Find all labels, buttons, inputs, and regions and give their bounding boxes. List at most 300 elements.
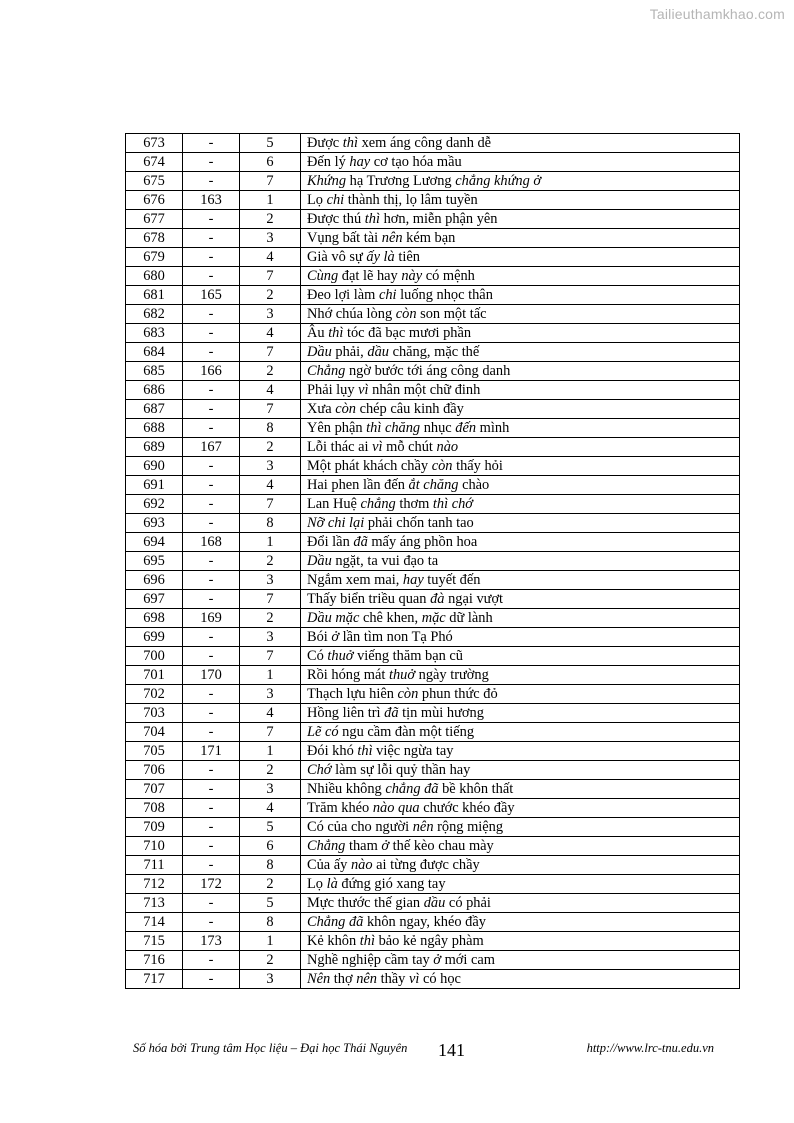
- line-number: 4: [240, 381, 301, 400]
- emphasized-word: chẳng đã: [385, 781, 439, 797]
- poem-number: 168: [183, 533, 240, 552]
- emphasized-word: chẳng: [360, 496, 396, 512]
- text-segment: có học: [419, 971, 461, 987]
- text-segment: Của ấy: [307, 857, 351, 873]
- text-segment: mới cam: [440, 952, 495, 968]
- poem-number: 169: [183, 609, 240, 628]
- line-number: 7: [240, 647, 301, 666]
- poem-number: 166: [183, 362, 240, 381]
- text-segment: Lỗi thác ai: [307, 439, 373, 455]
- table-row: [126, 248, 740, 267]
- text-segment: Nghề nghiệp cầm tay: [307, 952, 434, 968]
- table-row: [126, 951, 740, 970]
- text-segment: thầy: [376, 971, 409, 987]
- verse-number: 674: [126, 153, 183, 172]
- table-row: [126, 362, 740, 381]
- text-segment: Phải lụy: [307, 382, 359, 398]
- verse-number: 687: [126, 400, 183, 419]
- verse-number: 709: [126, 818, 183, 837]
- line-number: 1: [240, 932, 301, 951]
- poem-number: -: [183, 229, 240, 248]
- text-segment: ngu cầm đàn một tiếng: [338, 724, 475, 740]
- emphasized-word: này: [401, 268, 423, 284]
- text-segment: phải,: [331, 344, 368, 360]
- verse-number: 704: [126, 723, 183, 742]
- emphasized-word: còn: [335, 401, 356, 417]
- text-segment: Vụng bất tài: [307, 230, 382, 246]
- verse-number: 710: [126, 837, 183, 856]
- emphasized-word: Dầu mặc: [307, 610, 360, 626]
- verse-text: [301, 932, 740, 951]
- verse-text: [301, 628, 740, 647]
- verse-text: [301, 685, 740, 704]
- text-segment: Hai phen lần đến: [307, 477, 409, 493]
- text-segment: chước khéo đầy: [419, 800, 515, 816]
- line-number: 3: [240, 305, 301, 324]
- table-row: [126, 305, 740, 324]
- verse-number: 690: [126, 457, 183, 476]
- text-segment: hơn, miễn phận yên: [379, 211, 498, 227]
- text-segment: làm sự lỗi quỷ thần hay: [331, 762, 471, 778]
- table-row: [126, 875, 740, 894]
- text-segment: khôn ngay, khéo đầy: [363, 914, 486, 930]
- table-row: [126, 400, 740, 419]
- verse-text: [301, 438, 740, 457]
- verse-text: [301, 856, 740, 875]
- verse-number: 702: [126, 685, 183, 704]
- verse-text: [301, 495, 740, 514]
- text-segment: Lan Huệ: [307, 496, 361, 512]
- poem-number: -: [183, 172, 240, 191]
- line-number: 5: [240, 134, 301, 153]
- line-number: 4: [240, 799, 301, 818]
- verse-number: 700: [126, 647, 183, 666]
- page-number: 141: [438, 1040, 465, 1060]
- line-number: 2: [240, 438, 301, 457]
- text-segment: đạt lẽ hay: [338, 268, 402, 284]
- text-segment: tóc đã bạc mươi phần: [343, 325, 472, 341]
- verse-number: 712: [126, 875, 183, 894]
- verse-number: 679: [126, 248, 183, 267]
- verse-number: 697: [126, 590, 183, 609]
- text-segment: Rồi hóng mát: [307, 667, 389, 683]
- text-segment: Ngắm xem mai,: [307, 572, 403, 588]
- verse-text: [301, 153, 740, 172]
- verse-number: 678: [126, 229, 183, 248]
- table-row: [126, 590, 740, 609]
- table-row: [126, 286, 740, 305]
- emphasized-word: ắt chăng: [408, 477, 459, 493]
- text-segment: tham: [345, 838, 382, 854]
- emphasized-word: thì chớ: [432, 496, 473, 512]
- poem-number: 167: [183, 438, 240, 457]
- verse-number: 715: [126, 932, 183, 951]
- emphasized-word: còn: [395, 306, 417, 322]
- text-segment: ngày trường: [415, 667, 489, 683]
- text-segment: chép câu kinh đầy: [355, 401, 464, 417]
- table-row: [126, 799, 740, 818]
- line-number: 3: [240, 685, 301, 704]
- poem-number: -: [183, 970, 240, 989]
- emphasized-word: chẳng khứng ở: [455, 173, 542, 189]
- verse-number: 703: [126, 704, 183, 723]
- emphasized-word: hay: [402, 572, 424, 588]
- line-number: 3: [240, 970, 301, 989]
- verse-number: 705: [126, 742, 183, 761]
- text-segment: chào: [458, 477, 490, 493]
- verse-text: [301, 875, 740, 894]
- table-row: [126, 495, 740, 514]
- line-number: 4: [240, 248, 301, 267]
- verse-text: [301, 666, 740, 685]
- text-segment: Xưa: [307, 401, 336, 417]
- line-number: 1: [240, 533, 301, 552]
- poem-number: 170: [183, 666, 240, 685]
- emphasized-word: nào: [350, 857, 373, 873]
- line-number: 8: [240, 419, 301, 438]
- table-row: [126, 932, 740, 951]
- poem-number: -: [183, 476, 240, 495]
- text-segment: cơ tạo hóa mầu: [370, 154, 462, 170]
- poem-number: -: [183, 305, 240, 324]
- poem-number: 165: [183, 286, 240, 305]
- line-number: 7: [240, 400, 301, 419]
- text-segment: viếng thăm bạn cũ: [353, 648, 463, 664]
- text-segment: Già vô sự: [307, 249, 367, 265]
- emphasized-word: ở: [381, 838, 390, 854]
- line-number: 2: [240, 286, 301, 305]
- poem-number: -: [183, 799, 240, 818]
- verse-text: [301, 552, 740, 571]
- poem-number: -: [183, 381, 240, 400]
- text-segment: ngại vượt: [444, 591, 504, 607]
- line-number: 2: [240, 362, 301, 381]
- verse-text: [301, 609, 740, 628]
- verse-text: [301, 571, 740, 590]
- poem-number: -: [183, 267, 240, 286]
- text-segment: Kẻ khôn: [307, 933, 360, 949]
- line-number: 4: [240, 324, 301, 343]
- table-row: [126, 343, 740, 362]
- text-segment: Đến lý: [307, 154, 350, 170]
- table-row: [126, 761, 740, 780]
- emphasized-word: Dầu: [307, 553, 332, 569]
- line-number: 4: [240, 476, 301, 495]
- text-segment: Có: [307, 648, 328, 664]
- verse-number: 692: [126, 495, 183, 514]
- emphasized-word: dầu: [367, 344, 389, 360]
- emphasized-word: Khứng: [307, 173, 347, 189]
- text-segment: Nhớ chúa lòng: [307, 306, 396, 322]
- verse-text: [301, 970, 740, 989]
- emphasized-word: thì: [359, 933, 375, 949]
- table-row: [126, 913, 740, 932]
- verse-text: [301, 704, 740, 723]
- emphasized-word: nên: [356, 971, 377, 987]
- poem-number: 163: [183, 191, 240, 210]
- emphasized-word: Chẳng đã: [307, 914, 364, 930]
- table-row: [126, 267, 740, 286]
- line-number: 5: [240, 818, 301, 837]
- table-row: [126, 381, 740, 400]
- verse-text: [301, 286, 740, 305]
- verse-number: 682: [126, 305, 183, 324]
- text-segment: Được: [307, 135, 343, 151]
- table-row: [126, 894, 740, 913]
- text-segment: thế kèo chau mày: [389, 838, 494, 854]
- text-segment: Trăm khéo: [307, 800, 373, 816]
- verse-number: 698: [126, 609, 183, 628]
- poem-number: -: [183, 894, 240, 913]
- verse-number: 684: [126, 343, 183, 362]
- poem-number: 171: [183, 742, 240, 761]
- verse-number: 683: [126, 324, 183, 343]
- line-number: 1: [240, 742, 301, 761]
- text-segment: thành thị, lọ lâm tuyền: [344, 192, 478, 208]
- verse-text: [301, 514, 740, 533]
- emphasized-word: còn: [397, 686, 419, 702]
- text-segment: bảo kẻ ngây phàm: [374, 933, 484, 949]
- emphasized-word: thì chăng: [366, 420, 421, 436]
- verse-number: 713: [126, 894, 183, 913]
- table-row: [126, 134, 740, 153]
- text-segment: Yên phận: [307, 420, 367, 436]
- text-segment: Nhiều không: [307, 781, 386, 797]
- text-segment: Lọ: [307, 876, 327, 892]
- emphasized-word: ở: [331, 629, 340, 645]
- emphasized-word: chi: [326, 192, 345, 208]
- verse-number: 696: [126, 571, 183, 590]
- text-segment: mỗ chút: [382, 439, 437, 455]
- text-segment: Đeo lợi làm: [307, 287, 379, 303]
- poem-number: -: [183, 761, 240, 780]
- verse-text: [301, 324, 740, 343]
- line-number: 3: [240, 780, 301, 799]
- poem-number: -: [183, 343, 240, 362]
- line-number: 7: [240, 723, 301, 742]
- verse-text: [301, 381, 740, 400]
- line-number: 2: [240, 552, 301, 571]
- poem-number: -: [183, 818, 240, 837]
- verse-text: [301, 818, 740, 837]
- table-row: [126, 837, 740, 856]
- poem-number: -: [183, 495, 240, 514]
- verse-text: [301, 210, 740, 229]
- emphasized-word: hay: [349, 154, 371, 170]
- table-row: [126, 704, 740, 723]
- emphasized-word: thì: [364, 211, 380, 227]
- line-number: 3: [240, 229, 301, 248]
- verse-text: [301, 647, 740, 666]
- poem-number: -: [183, 134, 240, 153]
- watermark: Tailieuthamkhao.com: [649, 6, 785, 22]
- verse-number: 676: [126, 191, 183, 210]
- verse-number: 677: [126, 210, 183, 229]
- table-row: [126, 419, 740, 438]
- verse-text: [301, 267, 740, 286]
- line-number: 4: [240, 704, 301, 723]
- poem-number: -: [183, 856, 240, 875]
- text-segment: tiên: [394, 249, 420, 265]
- poem-number: -: [183, 723, 240, 742]
- emphasized-word: mặc: [421, 610, 446, 626]
- line-number: 2: [240, 875, 301, 894]
- emphasized-word: nên: [412, 819, 434, 835]
- verse-number: 699: [126, 628, 183, 647]
- emphasized-word: thuở: [388, 667, 416, 683]
- poem-number: -: [183, 685, 240, 704]
- poem-number: -: [183, 571, 240, 590]
- text-segment: Thấy biển triều quan: [307, 591, 431, 607]
- emphasized-word: ở: [433, 952, 441, 968]
- line-number: 2: [240, 951, 301, 970]
- verse-number: 675: [126, 172, 183, 191]
- verse-number: 716: [126, 951, 183, 970]
- poem-number: -: [183, 590, 240, 609]
- emphasized-word: Chớ: [307, 762, 332, 778]
- text-segment: Đói khó: [307, 743, 358, 759]
- emphasized-word: Dầu: [307, 344, 332, 360]
- text-segment: chăng, mặc thế: [388, 344, 480, 360]
- table-row: [126, 476, 740, 495]
- verse-text: [301, 400, 740, 419]
- verse-number: 694: [126, 533, 183, 552]
- verse-number: 717: [126, 970, 183, 989]
- emphasized-word: thì: [357, 743, 373, 759]
- text-segment: có mệnh: [422, 268, 475, 284]
- table-row: [126, 210, 740, 229]
- verse-text: [301, 913, 740, 932]
- text-segment: thợ: [330, 971, 357, 987]
- text-segment: đứng gió xang tay: [337, 876, 446, 892]
- verse-number: 695: [126, 552, 183, 571]
- emphasized-word: nên: [381, 230, 403, 246]
- text-segment: Bói: [307, 629, 332, 645]
- poem-number: -: [183, 153, 240, 172]
- emphasized-word: Lẽ có: [307, 724, 339, 740]
- text-segment: phun thức đỏ: [418, 686, 498, 702]
- table-row: [126, 628, 740, 647]
- verse-text: [301, 229, 740, 248]
- text-segment: tịn mùi hương: [398, 705, 484, 721]
- poem-number: 172: [183, 875, 240, 894]
- emphasized-word: Cùng: [307, 268, 339, 284]
- verse-text: [301, 457, 740, 476]
- text-segment: rộng miệng: [433, 819, 504, 835]
- verse-number: 691: [126, 476, 183, 495]
- text-segment: ngặt, ta vui đạo ta: [331, 553, 439, 569]
- verse-table-body: [126, 134, 740, 989]
- table-row: [126, 552, 740, 571]
- line-number: 1: [240, 666, 301, 685]
- line-number: 7: [240, 495, 301, 514]
- verse-number: 689: [126, 438, 183, 457]
- text-segment: chê khen,: [359, 610, 422, 626]
- text-segment: Đổi lần: [307, 534, 354, 550]
- verse-number: 688: [126, 419, 183, 438]
- line-number: 7: [240, 267, 301, 286]
- verse-text: [301, 134, 740, 153]
- table-row: [126, 571, 740, 590]
- verse-number: 685: [126, 362, 183, 381]
- text-segment: Thạch lựu hiên: [307, 686, 398, 702]
- verse-number: 714: [126, 913, 183, 932]
- text-segment: nhân một chữ đinh: [368, 382, 481, 398]
- table-row: [126, 229, 740, 248]
- table-row: [126, 742, 740, 761]
- table-row: [126, 647, 740, 666]
- verse-number: 680: [126, 267, 183, 286]
- table-row: [126, 172, 740, 191]
- text-segment: xem áng công danh dễ: [358, 135, 492, 151]
- line-number: 2: [240, 210, 301, 229]
- text-segment: lần tìm non Tạ Phó: [339, 629, 453, 645]
- verse-text: [301, 419, 740, 438]
- poem-number: -: [183, 628, 240, 647]
- emphasized-word: thì: [342, 135, 358, 151]
- emphasized-word: nào: [436, 439, 459, 455]
- line-number: 3: [240, 571, 301, 590]
- verse-text: [301, 780, 740, 799]
- verse-number: 708: [126, 799, 183, 818]
- emphasized-word: thì: [328, 325, 344, 341]
- text-segment: mình: [476, 420, 510, 436]
- line-number: 6: [240, 837, 301, 856]
- text-segment: Hồng liên trì: [307, 705, 385, 721]
- line-number: 2: [240, 761, 301, 780]
- line-number: 7: [240, 343, 301, 362]
- emphasized-word: vì: [358, 382, 369, 398]
- verse-text: [301, 533, 740, 552]
- table-row: [126, 533, 740, 552]
- verse-text: [301, 761, 740, 780]
- footer-url[interactable]: http://www.lrc-tnu.edu.vn: [586, 1041, 714, 1055]
- footer-source: Số hóa bởi Trung tâm Học liệu – Đại học Thái Nguyên: [133, 1041, 408, 1055]
- text-segment: có phải: [445, 895, 491, 911]
- poem-number: -: [183, 210, 240, 229]
- text-segment: phải chốn tanh tao: [364, 515, 474, 531]
- table-row: [126, 324, 740, 343]
- text-segment: việc ngừa tay: [372, 743, 454, 759]
- table-row: [126, 685, 740, 704]
- verse-text: [301, 894, 740, 913]
- emphasized-word: thuở: [327, 648, 354, 664]
- poem-number: -: [183, 704, 240, 723]
- verse-number: 673: [126, 134, 183, 153]
- emphasized-word: Nên: [307, 971, 331, 987]
- emphasized-word: đã: [353, 534, 368, 550]
- poem-number: -: [183, 400, 240, 419]
- text-segment: nhục: [420, 420, 456, 436]
- verse-text: [301, 951, 740, 970]
- emphasized-word: nào qua: [372, 800, 420, 816]
- poem-number: -: [183, 913, 240, 932]
- emphasized-word: Chẳng: [307, 838, 346, 854]
- verse-number: 686: [126, 381, 183, 400]
- text-segment: son một tấc: [416, 306, 487, 322]
- line-number: 5: [240, 894, 301, 913]
- table-row: [126, 780, 740, 799]
- poem-number: -: [183, 837, 240, 856]
- table-row: [126, 856, 740, 875]
- text-segment: dữ lành: [445, 610, 493, 626]
- text-segment: Lọ: [307, 192, 327, 208]
- poem-number: -: [183, 419, 240, 438]
- text-segment: Được thú: [307, 211, 365, 227]
- verse-number: 701: [126, 666, 183, 685]
- text-segment: bề khôn thất: [438, 781, 514, 797]
- text-segment: Có của cho người: [307, 819, 413, 835]
